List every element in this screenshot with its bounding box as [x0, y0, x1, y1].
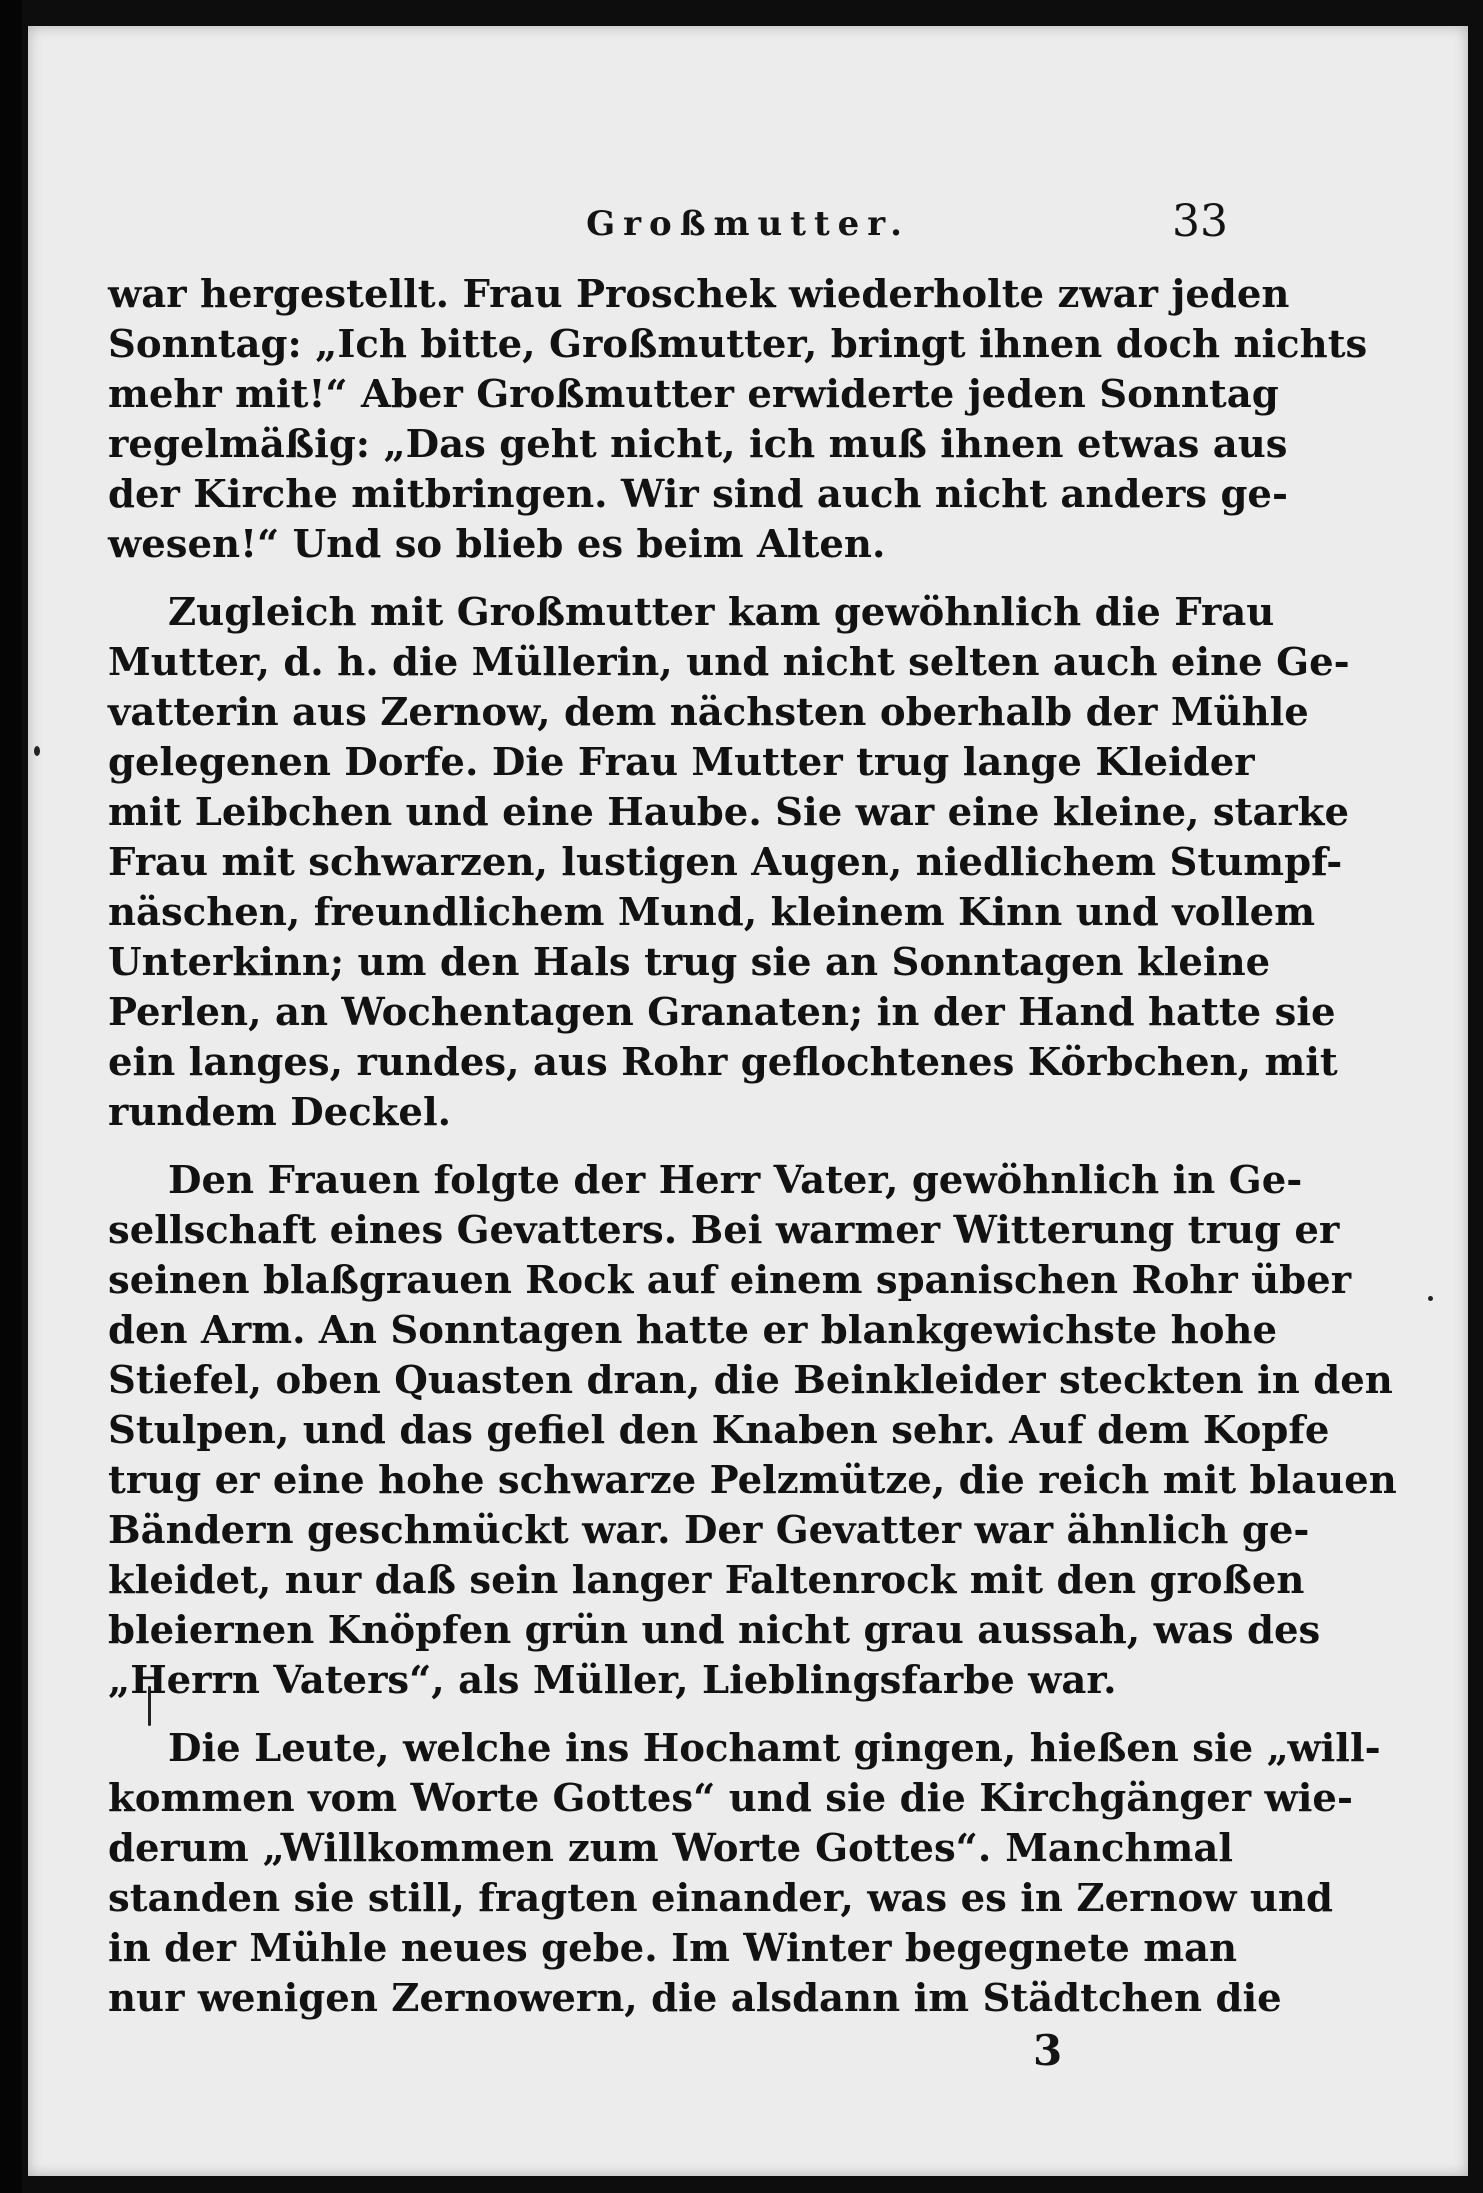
scan-speck: [34, 746, 40, 756]
text-line: Unterkinn; um den Hals trug sie an Sonntagen kleine: [108, 940, 1271, 985]
page-number: 33: [1172, 196, 1228, 247]
text-line: Bändern geschmückt war. Der Gevatter war ähnlich ge-: [108, 1508, 1310, 1553]
body-text: [108, 270, 1397, 2024]
paragraph: [108, 1156, 1397, 1706]
text-line: näschen, freundlichem Mund, kleinem Kinn und vollem: [108, 890, 1316, 935]
text-line: Stulpen, und das gefiel den Knaben sehr. Auf dem Kopfe: [108, 1408, 1330, 1453]
text-line: Perlen, an Wochentagen Granaten; in der Hand hatte sie: [108, 990, 1336, 1035]
book-page: [28, 26, 1468, 2176]
text-line: gelegenen Dorfe. Die Frau Mutter trug lange Kleider: [108, 740, 1255, 785]
text-line: kommen vom Worte Gottes“ und sie die Kirchgänger wie-: [108, 1776, 1353, 1821]
text-line: Den Frauen folgte der Herr Vater, gewöhnlich in Ge-: [168, 1158, 1303, 1203]
text-line: ein langes, rundes, aus Rohr geflochtenes Körbchen, mit: [108, 1040, 1338, 1085]
text-line: standen sie still, fragten einander, was es in Zernow und: [108, 1876, 1333, 1921]
text-line: Die Leute, welche ins Hochamt gingen, hießen sie „will-: [168, 1726, 1381, 1771]
page-header: [28, 196, 1468, 256]
text-line: kleidet, nur daß sein langer Faltenrock mit den großen: [108, 1558, 1305, 1603]
book-gutter-edge: [0, 0, 22, 2193]
text-line: Stiefel, oben Quasten dran, die Beinkleider steckten in den: [108, 1358, 1393, 1403]
text-line: sellschaft eines Gevatters. Bei warmer Witterung trug er: [108, 1208, 1340, 1253]
text-line: wesen!“ Und so blieb es beim Alten.: [108, 522, 886, 567]
text-line: mit Leibchen und eine Haube. Sie war eine kleine, starke: [108, 790, 1350, 835]
text-line: derum „Willkommen zum Worte Gottes“. Manchmal: [108, 1826, 1233, 1871]
text-line: „Herrn Vaters“, als Müller, Lieblingsfarbe war.: [108, 1658, 1117, 1703]
text-line: bleiernen Knöpfen grün und nicht grau aussah, was des: [108, 1608, 1321, 1653]
text-line: Mutter, d. h. die Müllerin, und nicht selten auch eine Ge-: [108, 640, 1350, 685]
text-line: Sonntag: „Ich bitte, Großmutter, bringt ihnen doch nichts: [108, 322, 1368, 367]
text-line: Zugleich mit Großmutter kam gewöhnlich die Frau: [168, 590, 1275, 635]
text-line: rundem Deckel.: [108, 1090, 452, 1135]
text-line: Frau mit schwarzen, lustigen Augen, niedlichem Stumpf-: [108, 840, 1343, 885]
text-line: war hergestellt. Frau Proschek wiederholte zwar jeden: [108, 272, 1290, 317]
text-line: vatterin aus Zernow, dem nächsten oberhalb der Mühle: [108, 690, 1309, 735]
text-line: der Kirche mitbringen. Wir sind auch nicht anders ge-: [108, 472, 1288, 517]
running-head: Großmutter.: [586, 204, 910, 244]
text-line: in der Mühle neues gebe. Im Winter begegnete man: [108, 1926, 1238, 1971]
text-line: trug er eine hohe schwarze Pelzmütze, die reich mit blauen: [108, 1458, 1397, 1503]
paragraph: [108, 270, 1368, 570]
text-line: mehr mit!“ Aber Großmutter erwiderte jeden Sonntag: [108, 372, 1279, 417]
text-line: regelmäßig: „Das geht nicht, ich muß ihnen etwas aus: [108, 422, 1288, 467]
paragraph: [108, 588, 1350, 1138]
signature-mark: 3: [1033, 2026, 1063, 2075]
text-line: seinen blaßgrauen Rock auf einem spanischen Rohr über: [108, 1258, 1352, 1303]
paragraph: [108, 1724, 1381, 2024]
scan-speck: [1428, 1296, 1433, 1301]
text-line: nur wenigen Zernowern, die alsdann im Städtchen die: [108, 1976, 1282, 2021]
text-line: den Arm. An Sonntagen hatte er blankgewichste hohe: [108, 1308, 1278, 1353]
